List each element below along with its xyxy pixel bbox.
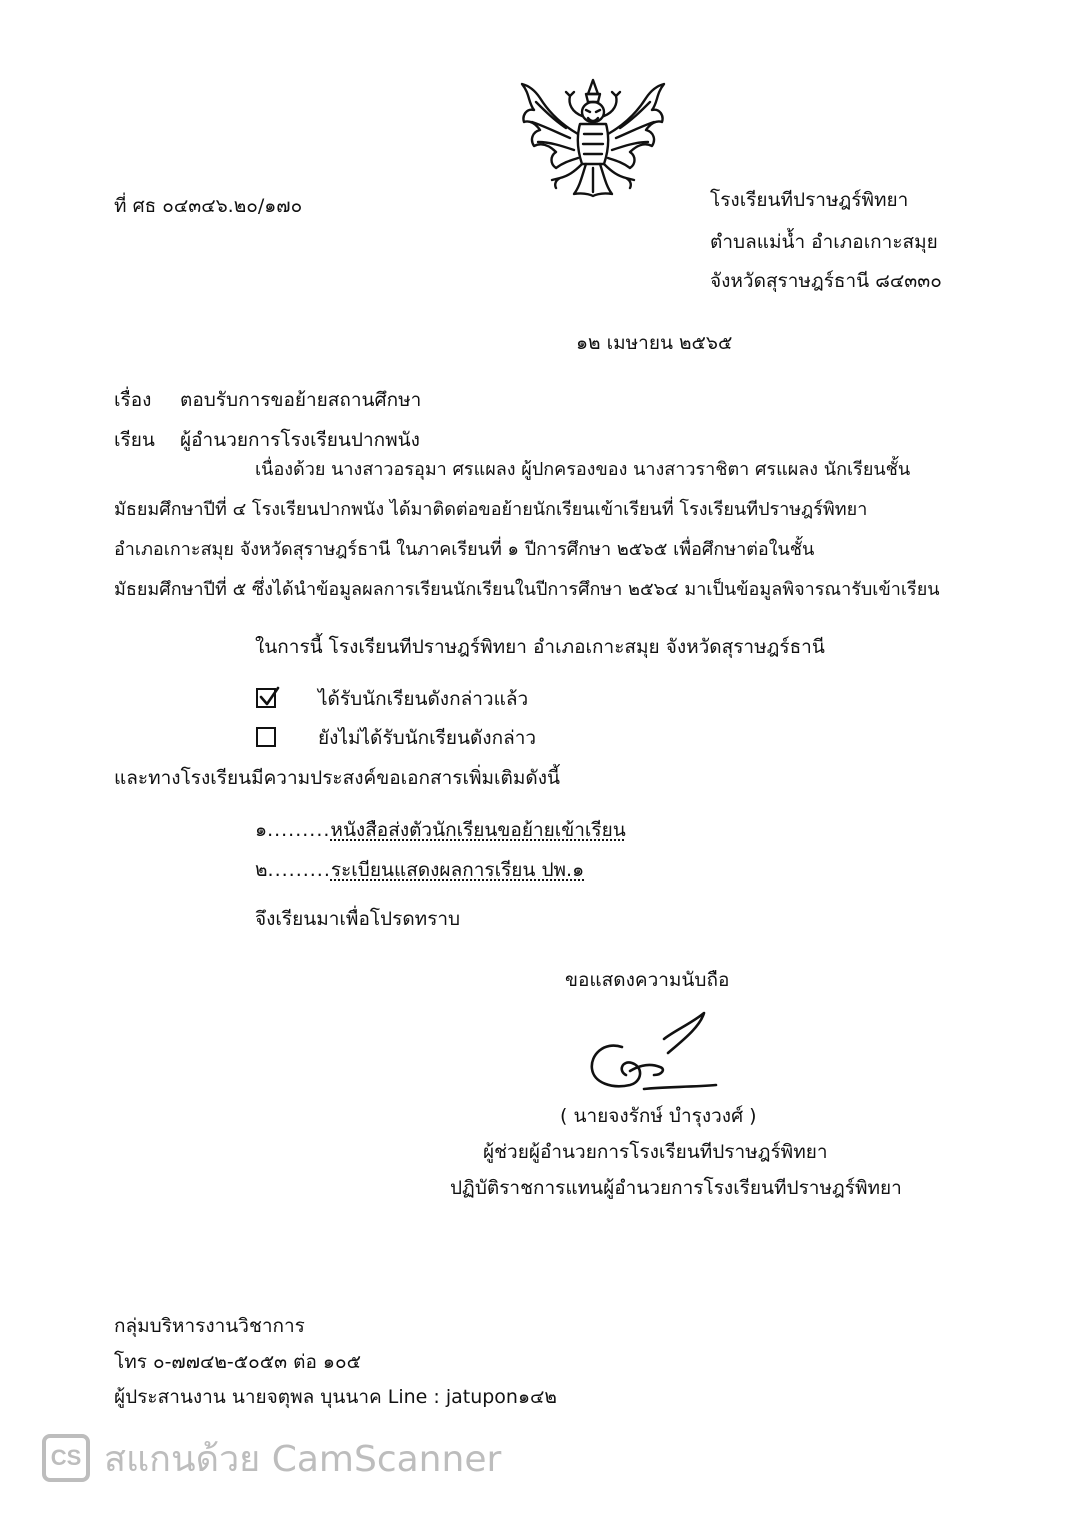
signer-position-2: ปฏิบัติราชการแทนผู้อำนวยการโรงเรียนทีปราษฎร์พิทยา [450,1177,902,1199]
document-item [255,857,584,883]
closing-line: จึงเรียนมาเพื่อโปรดทราบ [255,908,461,930]
body-line-1: เนื่องด้วย นางสาวอรอุมา ศรแผลง ผู้ปกครองของ นางสาวราชิตา ศรแผลง นักเรียนชั้น [255,459,911,480]
body-line-2: มัธยมศึกษาปีที่ ๔ โรงเรียนปากพนัง ได้มาติดต่อขอย้ายนักเรียนเข้าเรียนที่ โรงเรียนทีปราษฎร์พิทยา [114,499,868,520]
document-number: ๑ [255,819,268,841]
option-checkbox-not-accepted [256,727,276,747]
document-text: ระเบียนแสดงผลการเรียน ปพ.๑ [330,859,585,881]
footer-coordinator: ผู้ประสานงาน นายจตุพล บุนนาค Line : jatupon๑๔๒ [114,1386,557,1408]
document-dots: ......... [267,819,331,841]
option-checkbox-accepted [256,688,276,708]
school-address-line-2: จังหวัดสุราษฎร์ธานี ๘๔๓๓๐ [710,270,942,292]
document-dots: ......... [267,859,331,881]
body-line-3: อำเภอเกาะสมุย จังหวัดสุราษฎร์ธานี ในภาคเรียนที่ ๑ ปีการศึกษา ๒๕๖๕ เพื่อศึกษาต่อในชั้น [114,539,815,560]
handwritten-signature-icon [582,1005,722,1095]
camscanner-logo-icon: CS [42,1434,90,1482]
footer-department: กลุ่มบริหารงานวิชาการ [114,1315,305,1337]
option-label-accepted: ได้รับนักเรียนดังกล่าวแล้ว [318,688,529,710]
recipient-label: เรียน [114,429,155,451]
camscanner-watermark: สแกนด้วย CamScanner [104,1439,502,1480]
recipient-text: ผู้อำนวยการโรงเรียนปากพนัง [180,429,420,451]
request-intro: และทางโรงเรียนมีความประสงค์ขอเอกสารเพิ่มเติมดังนี้ [114,767,561,789]
document-number: ๒ [255,859,268,881]
subject-text: ตอบรับการขอย้ายสถานศึกษา [180,389,422,411]
letter-date: ๑๒ เมษายน ๒๕๖๕ [576,332,733,354]
footer-phone: โทร ๐-๗๗๔๒-๕๐๕๓ ต่อ ๑๐๕ [114,1351,361,1373]
reference-number: ที่ ศธ ๐๔๓๔๖.๒๐/๑๗๐ [114,195,303,217]
signer-position-1: ผู้ช่วยผู้อำนวยการโรงเรียนทีปราษฎร์พิทยา [483,1141,828,1163]
body-line-4: มัธยมศึกษาปีที่ ๕ ซึ่งได้นำข้อมูลผลการเรียนนักเรียนในปีการศึกษา ๒๕๖๔ มาเป็นข้อมูลพิจารณารับเข้าเรียน [114,579,940,600]
salutation: ขอแสดงความนับถือ [565,969,730,991]
document-item [255,817,626,843]
school-name: โรงเรียนทีปราษฎร์พิทยา [710,189,909,211]
option-label-not-accepted: ยังไม่ได้รับนักเรียนดังกล่าว [318,727,537,749]
checkmark-icon [258,686,280,708]
garuda-emblem-icon [516,76,670,200]
signer-name: ( นายจงรักษ์ บำรุงวงศ์ ) [560,1105,757,1127]
intro-line: ในการนี้ โรงเรียนทีปราษฎร์พิทยา อำเภอเกาะสมุย จังหวัดสุราษฎร์ธานี [255,636,825,658]
document-text: หนังสือส่งตัวนักเรียนขอย้ายเข้าเรียน [330,819,626,841]
school-address-line-1: ตำบลแม่น้ำ อำเภอเกาะสมุย [710,231,938,253]
subject-label: เรื่อง [114,389,152,411]
